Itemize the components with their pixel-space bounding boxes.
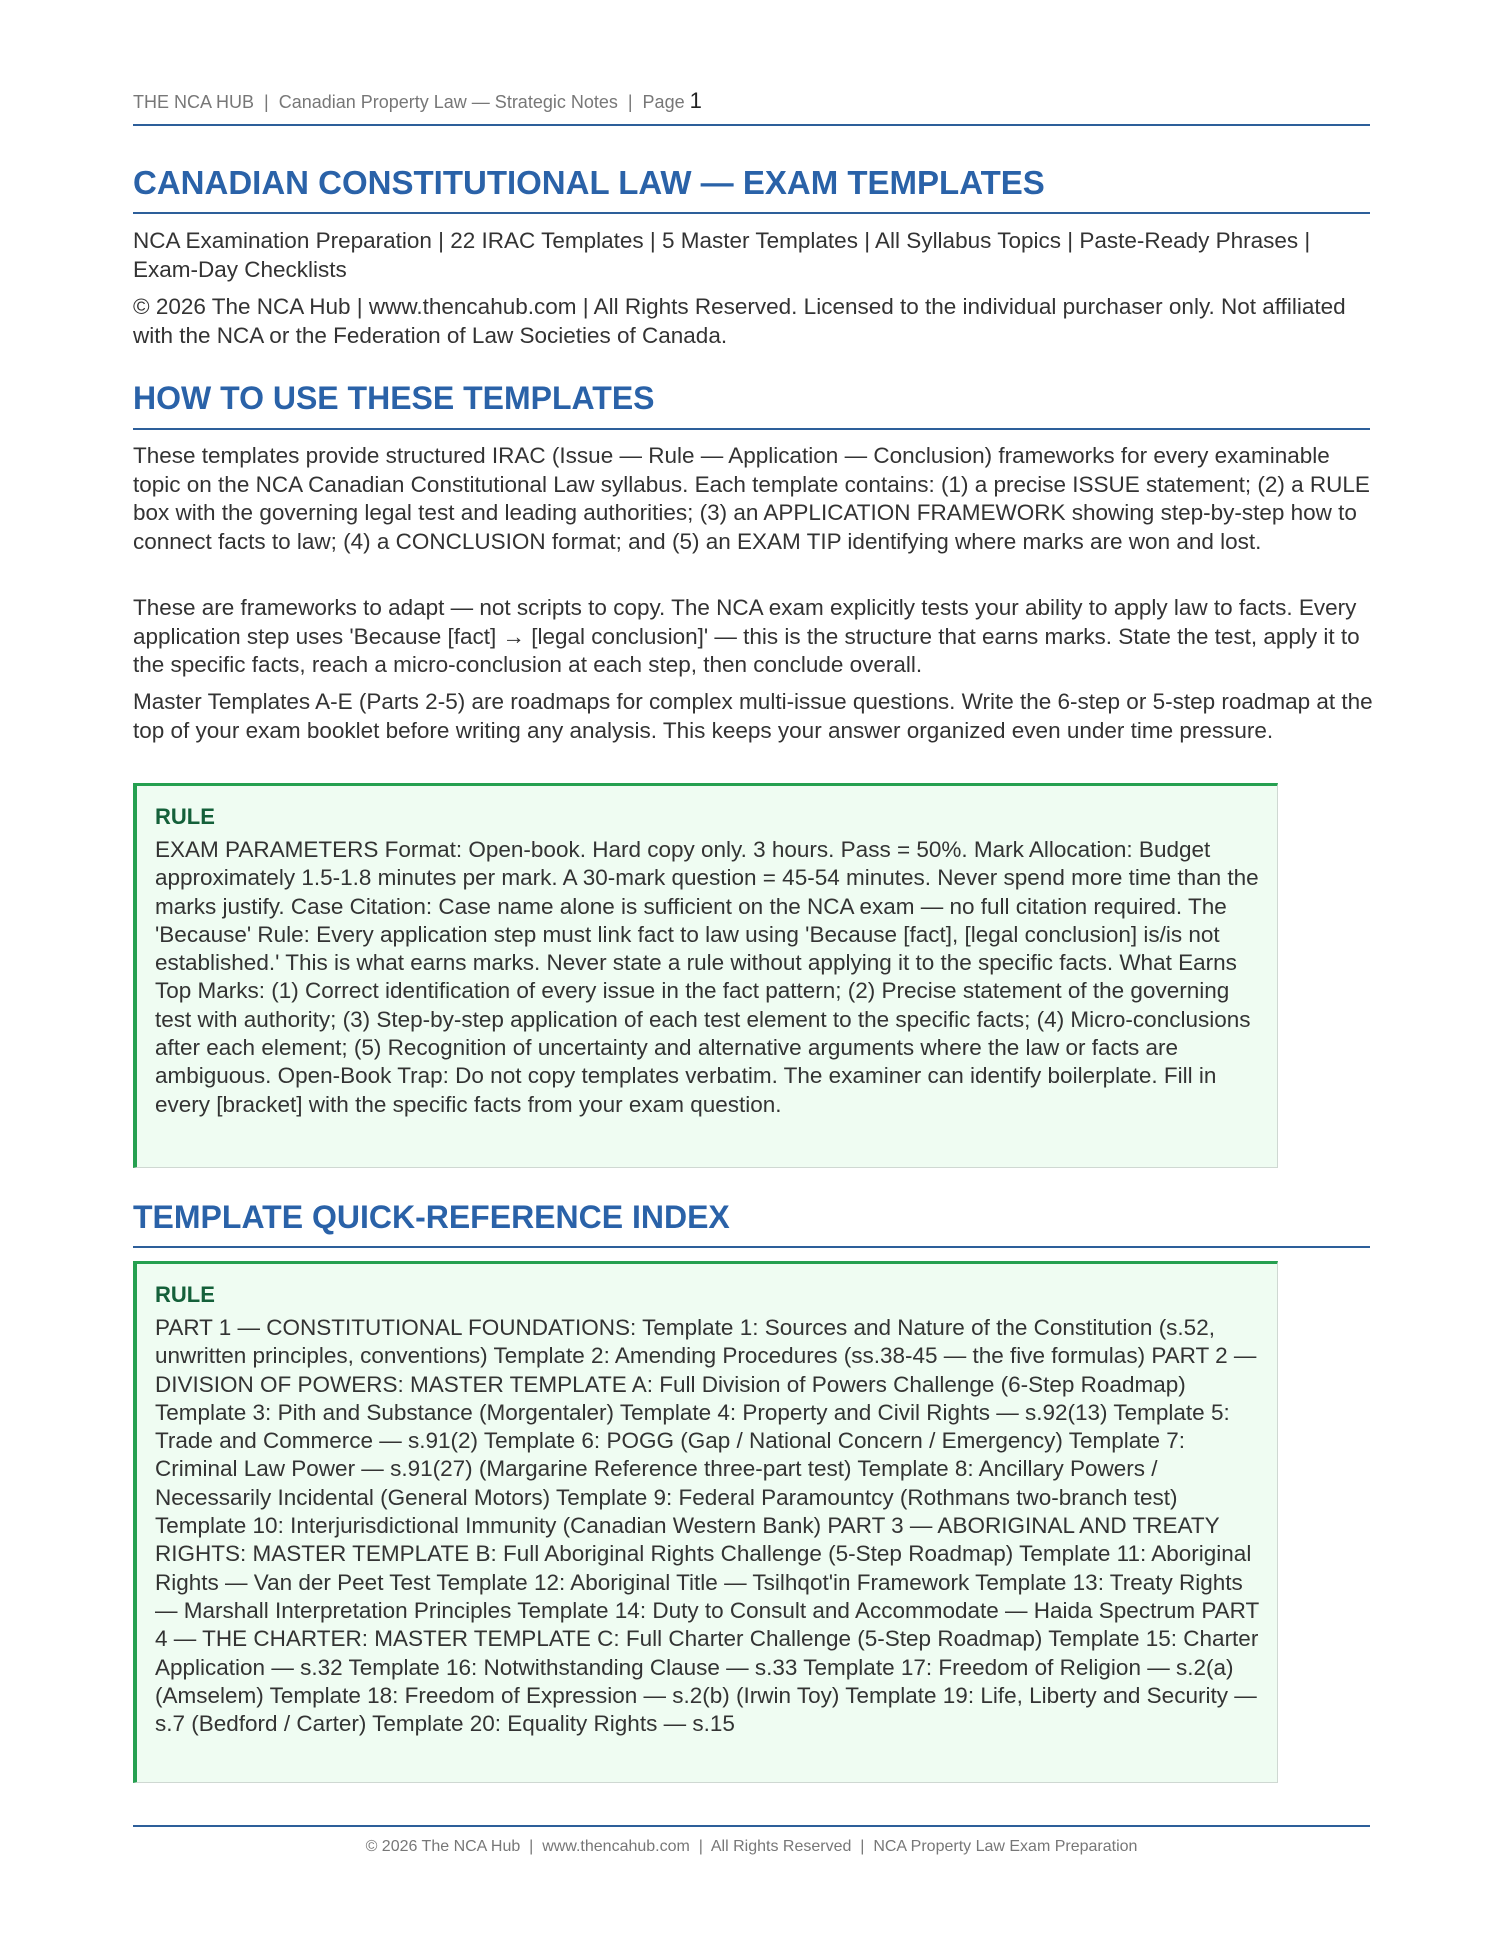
page-number: 1 bbox=[689, 88, 702, 113]
section-divider bbox=[133, 428, 1370, 430]
page-footer: © 2026 The NCA Hub | www.thencahub.com | All Rights Reserved | NCA Property Law Exam Preparation bbox=[365, 1838, 1138, 1855]
section-divider bbox=[133, 1246, 1370, 1248]
paragraph: Master Templates A-E (Parts 2-5) are roadmaps for complex multi-issue questions. Write the 6-step or 5-step roadmap at the top of your exam booklet before writing any analysis. This keeps your answer organized even under time pressure. bbox=[133, 689, 1373, 743]
title-divider bbox=[133, 212, 1370, 214]
page-title: CANADIAN CONSTITUTIONAL LAW — EXAM TEMPLATES bbox=[133, 164, 1045, 201]
rule-box-label: RULE bbox=[155, 804, 215, 829]
rule-box-template-index bbox=[133, 1261, 1278, 1783]
copyright-notice: © 2026 The NCA Hub | www.thencahub.com | All Rights Reserved. Licensed to the individual purchaser only. Not affiliated with the NCA or the Federation of Law Societies of Canada. bbox=[133, 294, 1346, 348]
rule-box-text: EXAM PARAMETERS Format: Open-book. Hard copy only. 3 hours. Pass = 50%. Mark Allocation: Budget approximately 1.5-1.8 minutes per mark. A 30-mark question = 45-54 minutes. Never spend more time than the marks justify. Case Citation: Case name alone is sufficient on the NCA exam — no full citation required. The 'Because' Rule: Every application step must link fact to law using 'Because [fact], [legal conclusion] is/is not established.' This is what earns marks. Never state a rule without applying it to the specific facts. What Earns Top Marks: (1) Correct identification of every issue in the fact pattern; (2) Precise statement of the governing test with authority; (3) Step-by-step application of each test element to the specific facts; (4) Micro-conclusions after each element; (5) Recognition of uncertainty and alternative arguments where the law or facts are ambiguous. Open-Book Trap: Do not copy templates verbatim. The examiner can identify boilerplate. Fill in every [bracket] with the specific facts from your exam question. bbox=[155, 837, 1259, 1117]
footer-divider bbox=[133, 1825, 1370, 1827]
subtitle: NCA Examination Preparation | 22 IRAC Templates | 5 Master Templates | All Syllabus Topics | Paste-Ready Phrases | Exam-Day Checklists bbox=[133, 228, 1311, 282]
section-heading-index: TEMPLATE QUICK-REFERENCE INDEX bbox=[133, 1199, 730, 1235]
header-divider bbox=[133, 124, 1370, 126]
rule-box-exam-parameters bbox=[133, 783, 1278, 1168]
paragraph: These are frameworks to adapt — not scripts to copy. The NCA exam explicitly tests your ability to apply law to facts. Every application step uses 'Because [fact] → [legal conclusion]' — this is the structure that earns marks. State the test, apply it to the specific facts, reach a micro-conclusion at each step, then conclude overall. bbox=[133, 595, 1360, 677]
running-header bbox=[133, 88, 702, 114]
paragraph: These templates provide structured IRAC (Issue — Rule — Application — Conclusion) frameworks for every examinable topic on the NCA Canadian Constitutional Law syllabus. Each template contains: (1) a precise ISSUE statement; (2) a RULE box with the governing legal test and leading authorities; (3) an APPLICATION FRAMEWORK showing step-by-step how to connect facts to law; (4) a CONCLUSION format; and (5) an EXAM TIP identifying where marks are won and lost. bbox=[133, 443, 1370, 554]
rule-box-text: PART 1 — CONSTITUTIONAL FOUNDATIONS: Template 1: Sources and Nature of the Constitution (s.52, unwritten principles, conventions) Template 2: Amending Procedures (ss.38-45 — the five formulas) PART 2 — DIVISION OF POWERS: MASTER TEMPLATE A: Full Division of Powers Challenge (6-Step Roadmap) Template 3: Pith and Substance (Morgentaler) Template 4: Property and Civil Rights — s.92(13) Template 5: Trade and Commerce — s.91(2) Template 6: POGG (Gap / National Concern / Emergency) Template 7: Criminal Law Power — s.91(27) (Margarine Reference three-part test) Template 8: Ancillary Powers / Necessarily Incidental (General Motors) Template 9: Federal Paramountcy (Rothmans two-branch test) Template 10: Interjurisdictional Immunity (Canadian Western Bank) PART 3 — ABORIGINAL AND TREATY RIGHTS: MASTER TEMPLATE B: Full Aboriginal Rights Challenge (5-Step Roadmap) Template 11: Aboriginal Rights — Van der Peet Test Template 12: Aboriginal Title — Tsilhqot'in Framework Template 13: Treaty Rights — Marshall Interpretation Principles Template 14: Duty to Consult and Accommodate — Haida Spectrum PART 4 — THE CHARTER: MASTER TEMPLATE C: Full Charter Challenge (5-Step Roadmap) Template 15: Charter Application — s.32 Template 16: Notwithstanding Clause — s.33 Template 17: Freedom of Religion — s.2(a) (Amselem) Template 18: Freedom of Expression — s.2(b) (Irwin Toy) Template 19: Life, Liberty and Security — s.7 (Bedford / Carter) Template 20: Equality Rights — s.15 bbox=[155, 1315, 1259, 1737]
rule-box-label: RULE bbox=[155, 1282, 215, 1307]
header-text: THE NCA HUB | Canadian Property Law — Strategic Notes | Page bbox=[133, 92, 690, 112]
section-heading-how-to-use: HOW TO USE THESE TEMPLATES bbox=[133, 380, 655, 416]
